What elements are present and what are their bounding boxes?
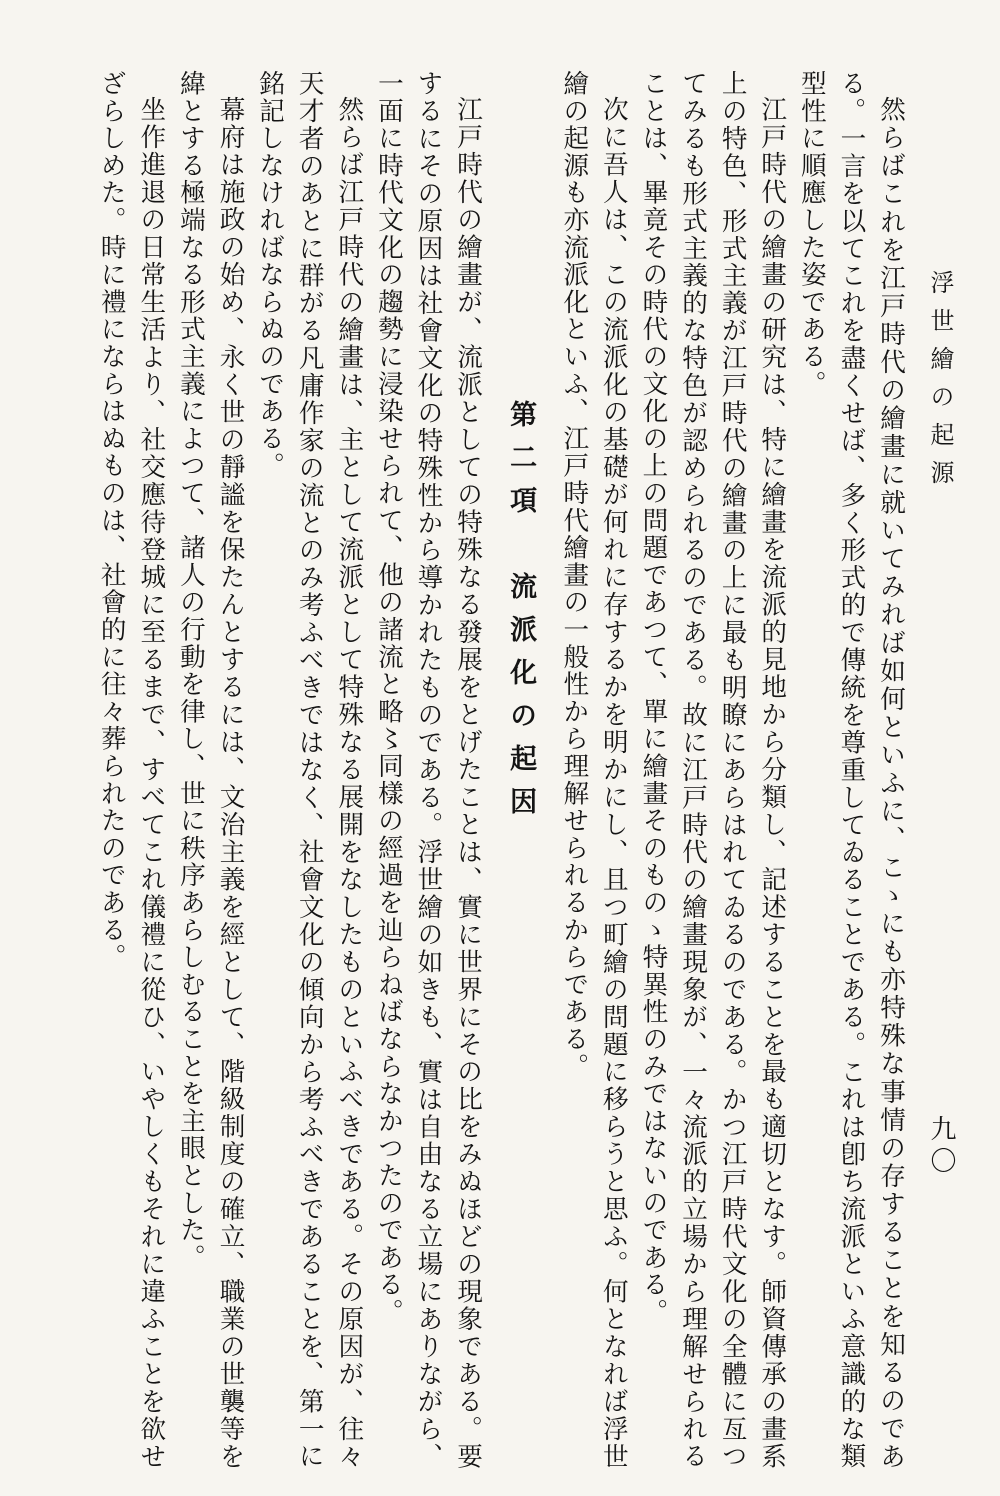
paragraph-6: 幕府は施政の始め、永く世の靜謐を保たんとするには、文治主義を經として、階級制度の確立、職業の世襲等を緯とする極端なる形式主義によつて、諸人の行動を律し、世に秩序あらしむることを主眼とした。 [175, 70, 246, 1470]
page-number: 九〇 [926, 1115, 956, 1179]
paragraph-3: 次に吾人は、この流派化の基礎が何れに存するかを明かにし、且つ町繪の問題に移らうと思ふ。何となれば浮世繪の起源も亦流派化といふ、江戸時代繪畫の一般性から理解せられるからである。 [559, 70, 629, 1470]
section-heading: 第二項 流派化の起因 [505, 400, 537, 830]
paragraph-1: 然らばこれを江戸時代の繪畫に就いてみれば如何といふに、こゝにも亦特殊な事情の存することを知るのである。一言を以てこれを盡くせば、多く形式的で傳統を尊重してゐることである。これは卽ち流派といふ意識的な類型性に順應した姿である。 [796, 70, 906, 1470]
running-head: 浮世繪の起源 [926, 270, 954, 498]
paragraph-4: 江戸時代の繪畫が、流派としての特殊なる發展をとげたことは、實に世界にその比をみぬほどの現象である。要するにその原因は社會文化の特殊性から導かれたものである。浮世繪の如きも、實は自由なる立場にありながら、一面に時代文化の趨勢に浸染せられて、他の諸流と略〻同樣の經過を辿らねばならなかつたのである。 [373, 70, 484, 1470]
paragraph-5: 然らば江戸時代の繪畫は、主として流派として特殊なる展開をなしたものといふべきである。その原因が、往々天才者のあとに群がる凡庸作家の流とのみ考ふべきではなく、社會文化の傾向から考ふべきであることを、第一に銘記しなければならぬのである。 [255, 70, 365, 1470]
body-text [50, 70, 910, 1470]
paragraph-2: 江戸時代の繪畫の研究は、特に繪畫を流派的見地から分類し、記述することを最も適切となす。師資傳承の畫系上の特色、形式主義が江戸時代の繪畫の上に最も明瞭にあらはれてゐるのである。かつ江戸時代文化の全體に亙つてみるも形式主義的な特色が認められるのである。故に江戸時代の繪畫現象が、一々流派的立場から理解せられることは、畢竟その時代の文化の上の問題であつて、單に繪畫そのものゝ特異性のみではないのである。 [638, 70, 788, 1470]
paragraph-7: 坐作進退の日常生活より、社交應待登城に至るまで、すべてこれ儀禮に從ひ、いやしくもそれに違ふことを欲せざらしめた。時に禮にならはぬものは、社會的に往々葬られたのである。 [96, 70, 167, 1470]
